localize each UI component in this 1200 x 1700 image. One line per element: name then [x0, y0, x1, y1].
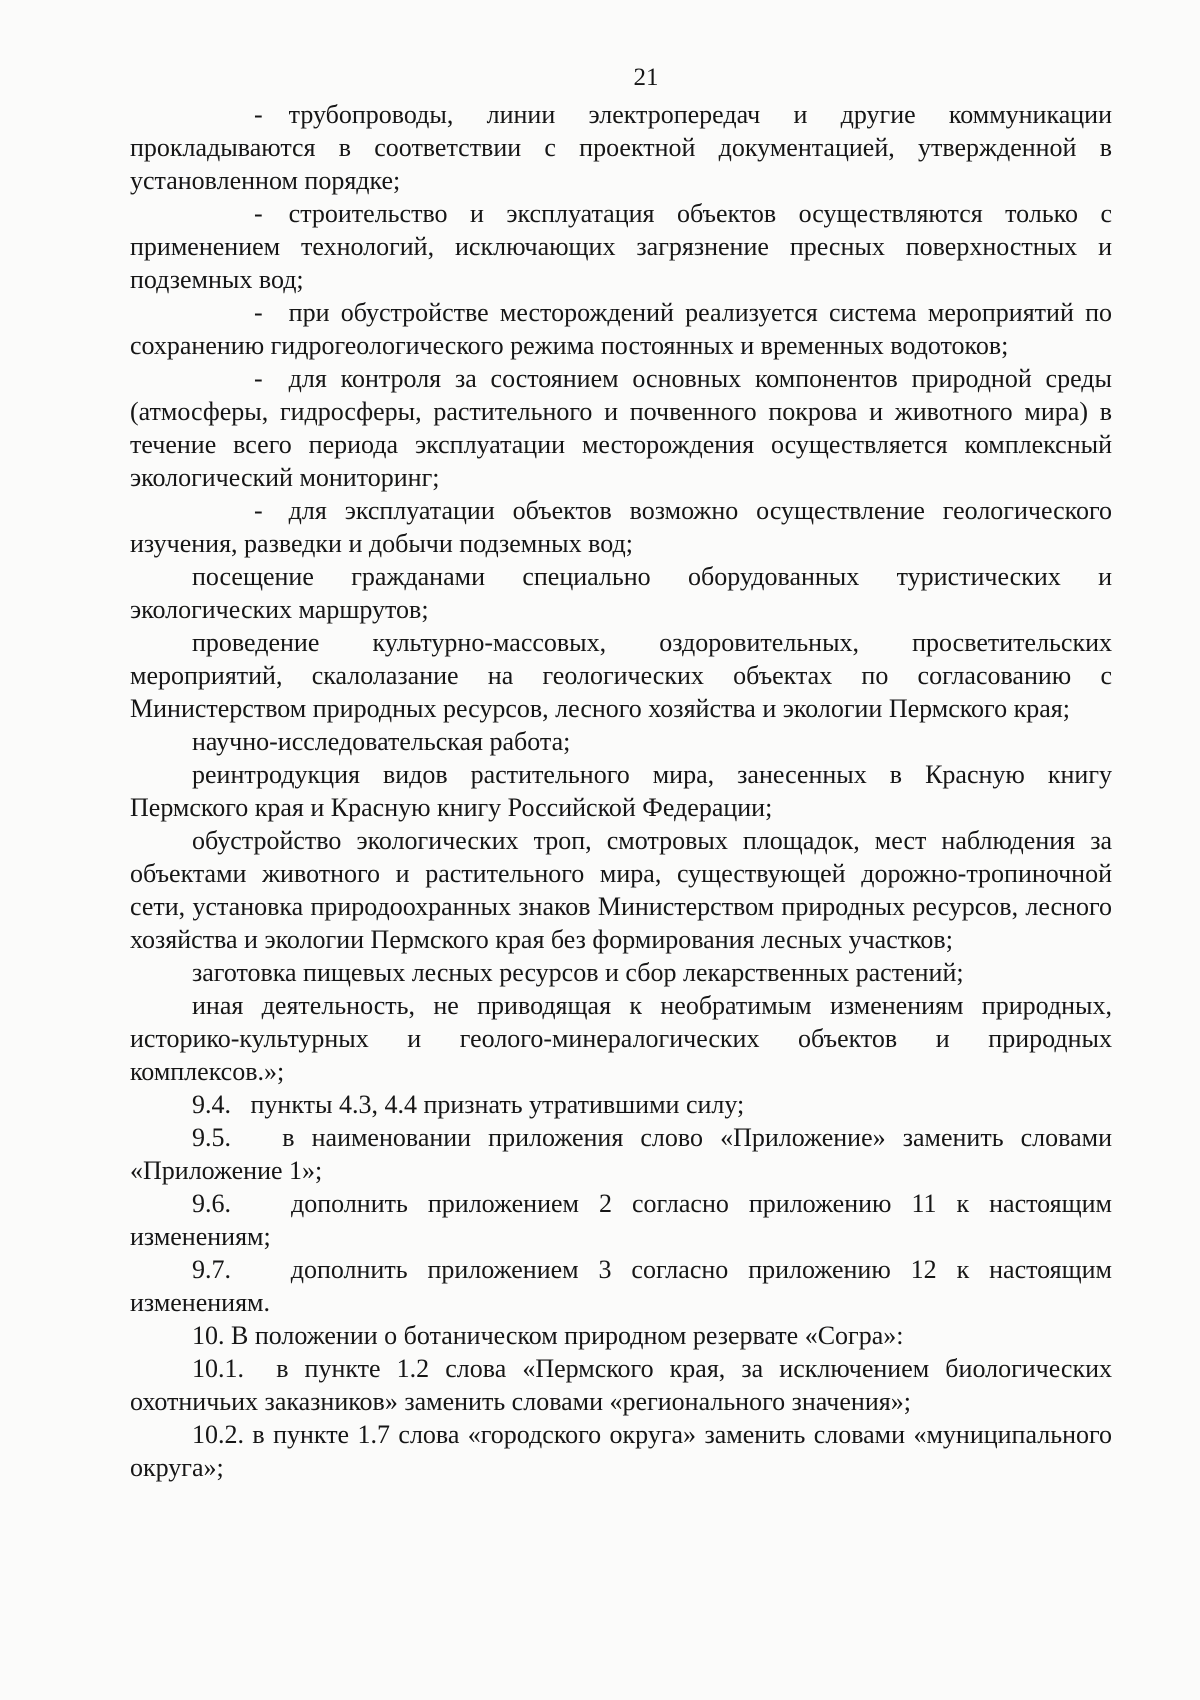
paragraph-dash-5 [130, 494, 1112, 560]
paragraph-text: заготовка пищевых лесных ресурсов и сбор лекарственных растений; [192, 958, 964, 987]
clause-number: 10.1. [192, 1354, 244, 1383]
paragraph-activity-2 [130, 626, 1112, 725]
clause-10-2 [130, 1418, 1112, 1484]
paragraph-activity-1 [130, 560, 1112, 626]
paragraph-activity-7 [130, 989, 1112, 1088]
clause-number: 9.7. [192, 1255, 231, 1284]
clause-9-7 [130, 1253, 1112, 1319]
paragraph-text: пункты 4.3, 4.4 признать утратившими силу; [250, 1090, 745, 1119]
clause-10 [130, 1319, 1112, 1352]
paragraph-text: для эксплуатации объектов возможно осуществление геологического изучения, разведки и добычи подземных вод; [130, 496, 1112, 558]
clause-9-6 [130, 1187, 1112, 1253]
list-marker: - [254, 364, 263, 393]
list-marker: - [254, 199, 263, 228]
paragraph-text: В положении о ботаническом природном резервате «Согра»: [231, 1321, 904, 1350]
paragraph-text: в пункте 1.7 слова «городского округа» заменить словами «муниципального округа»; [130, 1420, 1113, 1482]
clause-9-4 [130, 1088, 1112, 1121]
list-marker: - [254, 298, 263, 327]
paragraph-text: трубопроводы, линии электропередач и другие коммуникации прокладываются в соответствии с проектной документацией, утвержденной в установленном порядке; [130, 100, 1112, 195]
paragraph-text: в наименовании приложения слово «Приложение» заменить словами «Приложение 1»; [130, 1123, 1112, 1185]
paragraph-text: посещение гражданами специально оборудованных туристических и экологических маршрутов; [130, 562, 1112, 624]
paragraph-text: реинтродукция видов растительного мира, занесенных в Красную книгу Пермского края и Красную книгу Российской Федерации; [130, 760, 1112, 822]
paragraph-dash-3 [130, 296, 1112, 362]
paragraph-text: иная деятельность, не приводящая к необратимым изменениям природных, историко-культурных и геолого-минералогических объектов и природных комплексов.»; [130, 991, 1112, 1086]
clause-number: 10.2. [192, 1420, 244, 1449]
clause-10-1 [130, 1352, 1112, 1418]
paragraph-activity-6 [130, 956, 1112, 989]
paragraph-activity-3 [130, 725, 1112, 758]
clause-number: 10. [192, 1321, 225, 1350]
paragraph-activity-5 [130, 824, 1112, 956]
clause-9-5 [130, 1121, 1112, 1187]
paragraph-text: дополнить приложением 2 согласно приложению 11 к настоящим изменениям; [130, 1189, 1112, 1251]
paragraph-text: строительство и эксплуатация объектов осуществляются только с применением технологий, исключающих загрязнение пресных поверхностных и подземных вод; [130, 199, 1112, 294]
paragraph-text: научно-исследовательская работа; [192, 727, 571, 756]
clause-number: 9.5. [192, 1123, 231, 1152]
paragraph-text: при обустройстве месторождений реализуется система мероприятий по сохранению гидрогеологического режима постоянных и временных водотоков; [130, 298, 1112, 360]
paragraph-text: обустройство экологических троп, смотровых площадок, мест наблюдения за объектами животного и растительного мира, существующей дорожно-тропиночной сети, установка природоохранных знаков Министерством природных ресурсов, лесного хозяйства и экологии Пермского края без формирования лесных участков; [130, 826, 1112, 954]
list-marker: - [254, 100, 263, 129]
paragraph-dash-1 [130, 98, 1112, 197]
paragraph-dash-2 [130, 197, 1112, 296]
page-number: 21 [633, 64, 659, 91]
paragraph-text: дополнить приложением 3 согласно приложению 12 к настоящим изменениям. [130, 1255, 1112, 1317]
paragraph-text: в пункте 1.2 слова «Пермского края, за исключением биологических охотничьих заказников» заменить словами «регионального значения»; [130, 1354, 1113, 1416]
list-marker: - [254, 496, 263, 525]
paragraph-text: проведение культурно-массовых, оздоровительных, просветительских мероприятий, скалолазание на геологических объектах по согласованию с Министерством природных ресурсов, лесного хозяйства и экологии Пермского края; [130, 628, 1112, 723]
paragraph-dash-4 [130, 362, 1112, 494]
clause-number: 9.4. [192, 1090, 231, 1119]
paragraph-activity-4 [130, 758, 1112, 824]
clause-number: 9.6. [192, 1189, 231, 1218]
paragraph-text: для контроля за состоянием основных компонентов природной среды (атмосферы, гидросферы, растительного и почвенного покрова и животного мира) в течение всего периода эксплуатации месторождения осуществляется комплексный экологический мониторинг; [130, 364, 1112, 492]
